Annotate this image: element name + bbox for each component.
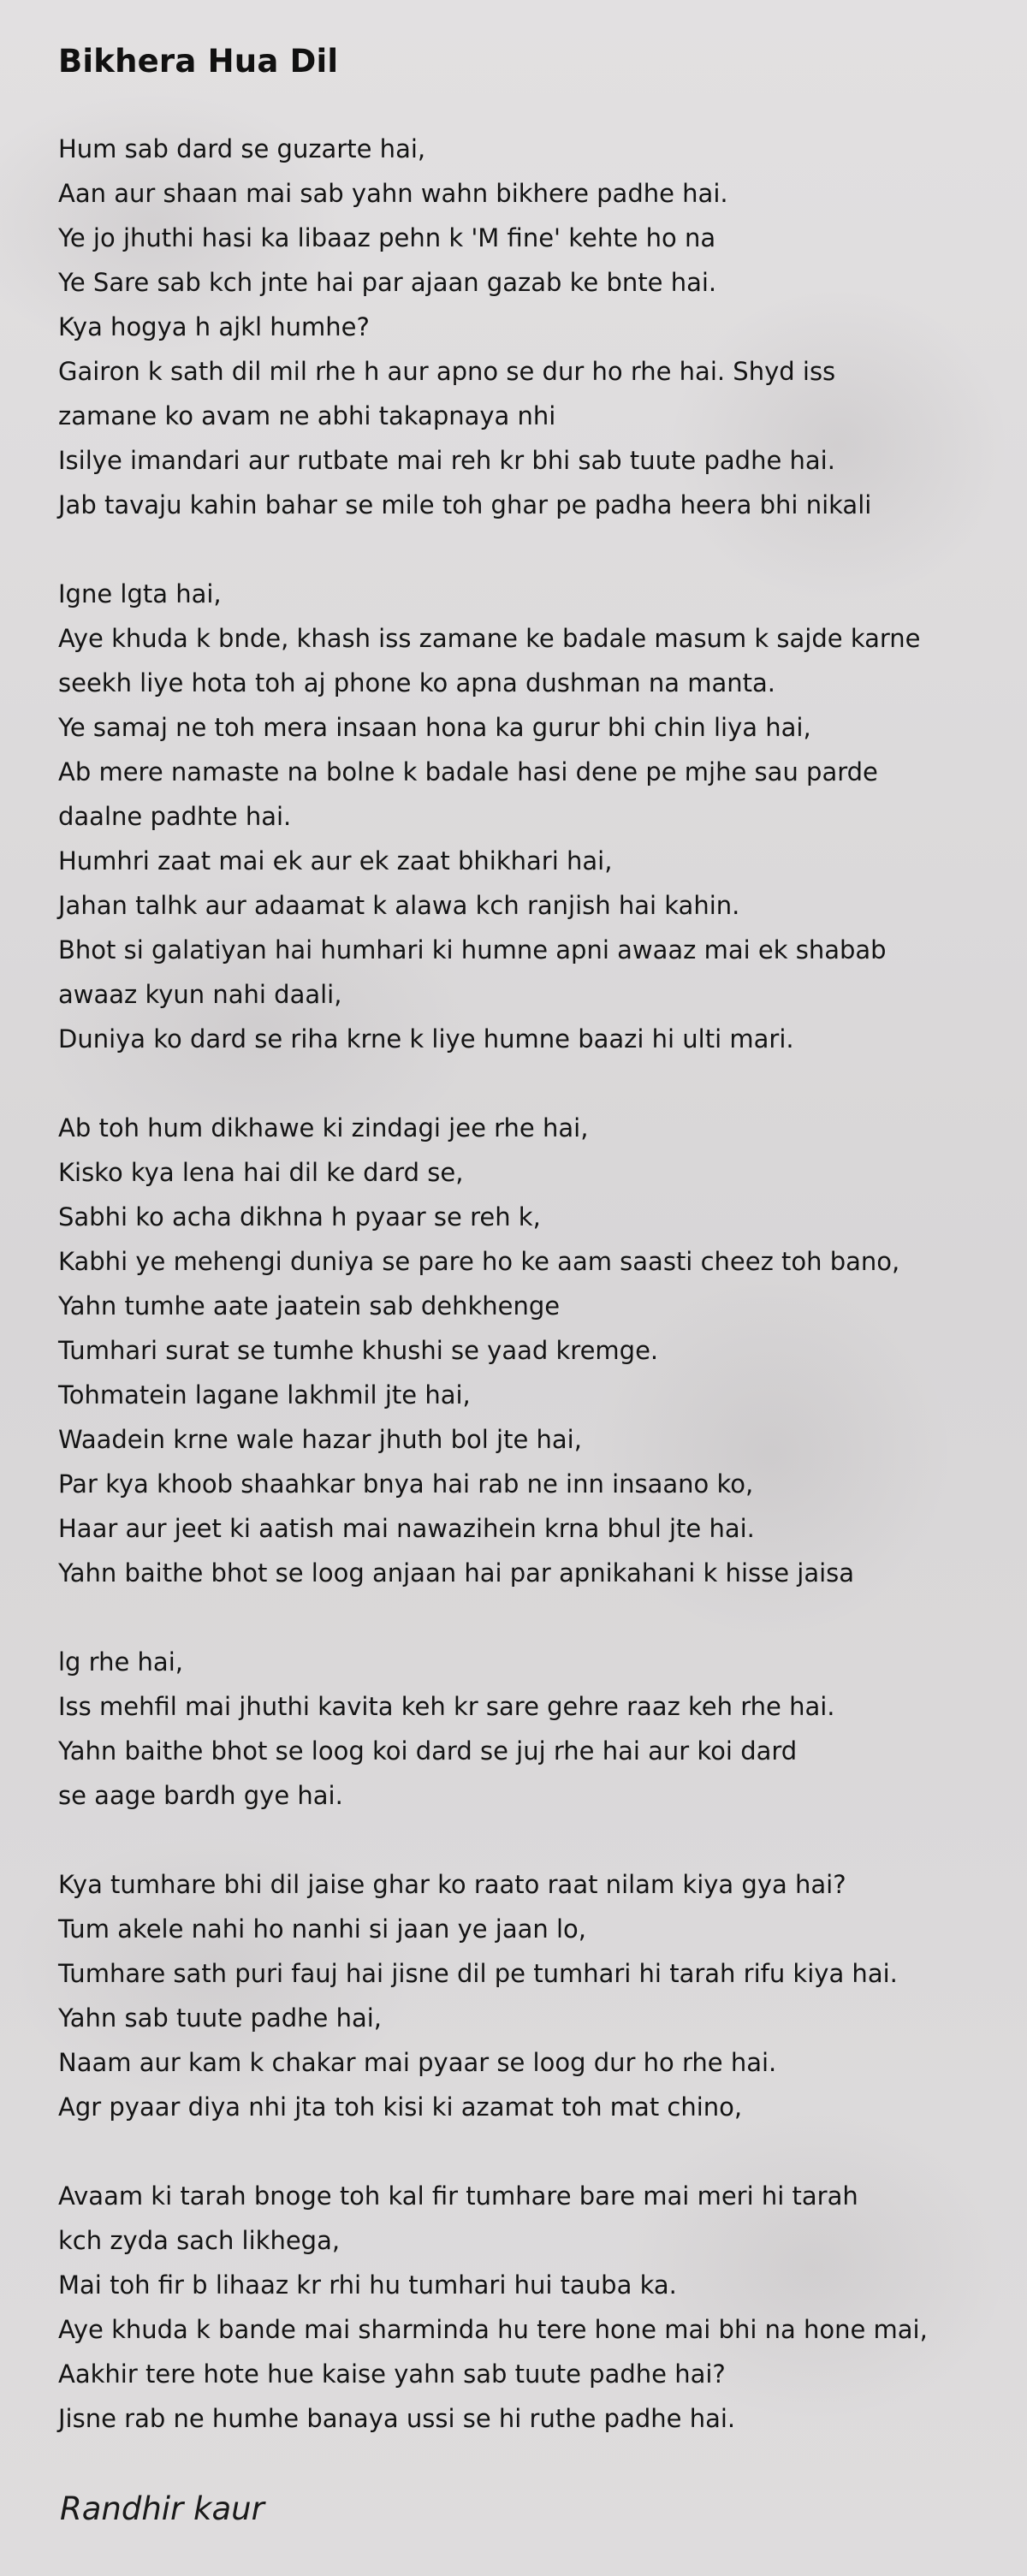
poem-line: Aakhir tere hote hue kaise yahn sab tuute padhe hai? [58, 2359, 726, 2389]
poem-line: Kisko kya lena hai dil ke dard se, [58, 1158, 464, 1187]
poem-line: Ye jo jhuthi hasi ka libaaz pehn k 'M fine' kehte ho na [58, 223, 716, 252]
poem-line: Iss mehfil mai jhuthi kavita keh kr sare gehre raaz keh rhe hai. [58, 1692, 835, 1721]
poem-stanza [58, 1106, 1000, 1595]
poem-line: Mai toh fir b lihaaz kr rhi hu tumhari hui tauba ka. [58, 2270, 677, 2300]
poem-line: Waadein krne wale hazar jhuth bol jte hai, [58, 1425, 582, 1454]
poem-line: Tohmatein lagane lakhmil jte hai, [58, 1380, 471, 1410]
poem-line: Avaam ki tarah bnoge toh kal fir tumhare bare mai meri hi tarah [58, 2181, 858, 2211]
poem-line: zamane ko avam ne abhi takapnaya nhi [58, 401, 556, 430]
poem-line: se aage bardh gye hai. [58, 1781, 343, 1810]
poem-line: Duniya ko dard se riha krne k liye humne baazi hi ulti mari. [58, 1024, 794, 1054]
poem-stanza [58, 1862, 1000, 2129]
poem-title: Bikhera Hua Dil [58, 43, 339, 80]
poem-line: Jisne rab ne humhe banaya ussi se hi ruthe padhe hai. [58, 2404, 736, 2433]
poem-line: Igne lgta hai, [58, 579, 222, 608]
poem-line: Humhri zaat mai ek aur ek zaat bhikhari hai, [58, 846, 613, 875]
poem-line: daalne padhte hai. [58, 802, 292, 831]
poem-line: Ab mere namaste na bolne k badale hasi dene pe mjhe sau parde [58, 757, 878, 786]
poem-line: Yahn baithe bhot se loog anjaan hai par apnikahani k hisse jaisa [58, 1558, 855, 1588]
poem-line: Isilye imandari aur rutbate mai reh kr bhi sab tuute padhe hai. [58, 446, 835, 475]
poem-line: Haar aur jeet ki aatish mai nawazihein krna bhul jte hai. [58, 1514, 755, 1543]
poem-line: lg rhe hai, [58, 1647, 183, 1677]
poem-stanza [58, 572, 1000, 1061]
poem-line: seekh liye hota toh aj phone ko apna dushman na manta. [58, 668, 776, 697]
poem-line: Ye Sare sab kch jnte hai par ajaan gazab ke bnte hai. [58, 268, 717, 297]
poem-line: Tumhare sath puri fauj hai jisne dil pe tumhari hi tarah rifu kiya hai. [58, 1959, 898, 1988]
poem-stanza [58, 2174, 1000, 2441]
poem-line: Gairon k sath dil mil rhe h aur apno se dur ho rhe hai. Shyd iss [58, 357, 836, 386]
poem-line: Kabhi ye mehengi duniya se pare ho ke aam saasti cheez toh bano, [58, 1247, 900, 1276]
poem-stanza [58, 127, 1000, 527]
poem-line: Agr pyaar diya nhi jta toh kisi ki azamat toh mat chino, [58, 2092, 743, 2122]
poem-line: Ab toh hum dikhawe ki zindagi jee rhe hai, [58, 1113, 589, 1143]
poem-line: Tumhari surat se tumhe khushi se yaad kremge. [58, 1336, 659, 1365]
poem-line: Jab tavaju kahin bahar se mile toh ghar pe padha heera bhi nikali [58, 490, 872, 519]
poem-line: Aye khuda k bnde, khash iss zamane ke badale masum k sajde karne [58, 624, 921, 653]
poem-line: Jahan talhk aur adaamat k alawa kch ranjish hai kahin. [58, 891, 740, 920]
poem-stanza [58, 1640, 1000, 1818]
poem-line: Kya hogya h ajkl humhe? [58, 312, 370, 341]
poem-line: Bhot si galatiyan hai humhari ki humne apni awaaz mai ek shabab [58, 935, 887, 965]
poem-line: kch zyda sach likhega, [58, 2226, 341, 2255]
poem-line: Tum akele nahi ho nanhi si jaan ye jaan lo, [58, 1914, 587, 1944]
poem-body [58, 127, 1000, 2485]
poem-line: Aye khuda k bande mai sharminda hu tere hone mai bhi na hone mai, [58, 2315, 928, 2344]
poem-line: Par kya khoob shaahkar bnya hai rab ne inn insaano ko, [58, 1469, 754, 1499]
poem-line: Hum sab dard se guzarte hai, [58, 134, 426, 163]
poem-line: Naam aur kam k chakar mai pyaar se loog dur ho rhe hai. [58, 2048, 777, 2077]
poem-line: Aan aur shaan mai sab yahn wahn bikhere padhe hai. [58, 179, 728, 208]
poem-author: Randhir kaur [60, 2490, 264, 2527]
poem-line: Yahn tumhe aate jaatein sab dehkhenge [58, 1291, 561, 1321]
poem-line: Ye samaj ne toh mera insaan hona ka gurur bhi chin liya hai, [58, 713, 811, 742]
poem-line: awaaz kyun nahi daali, [58, 980, 342, 1009]
poem-line: Kya tumhare bhi dil jaise ghar ko raato raat nilam kiya gya hai? [58, 1870, 846, 1899]
poem-line: Sabhi ko acha dikhna h pyaar se reh k, [58, 1202, 541, 1232]
poem-line: Yahn sab tuute padhe hai, [58, 2003, 382, 2033]
poem-line: Yahn baithe bhot se loog koi dard se juj rhe hai aur koi dard [58, 1736, 798, 1766]
